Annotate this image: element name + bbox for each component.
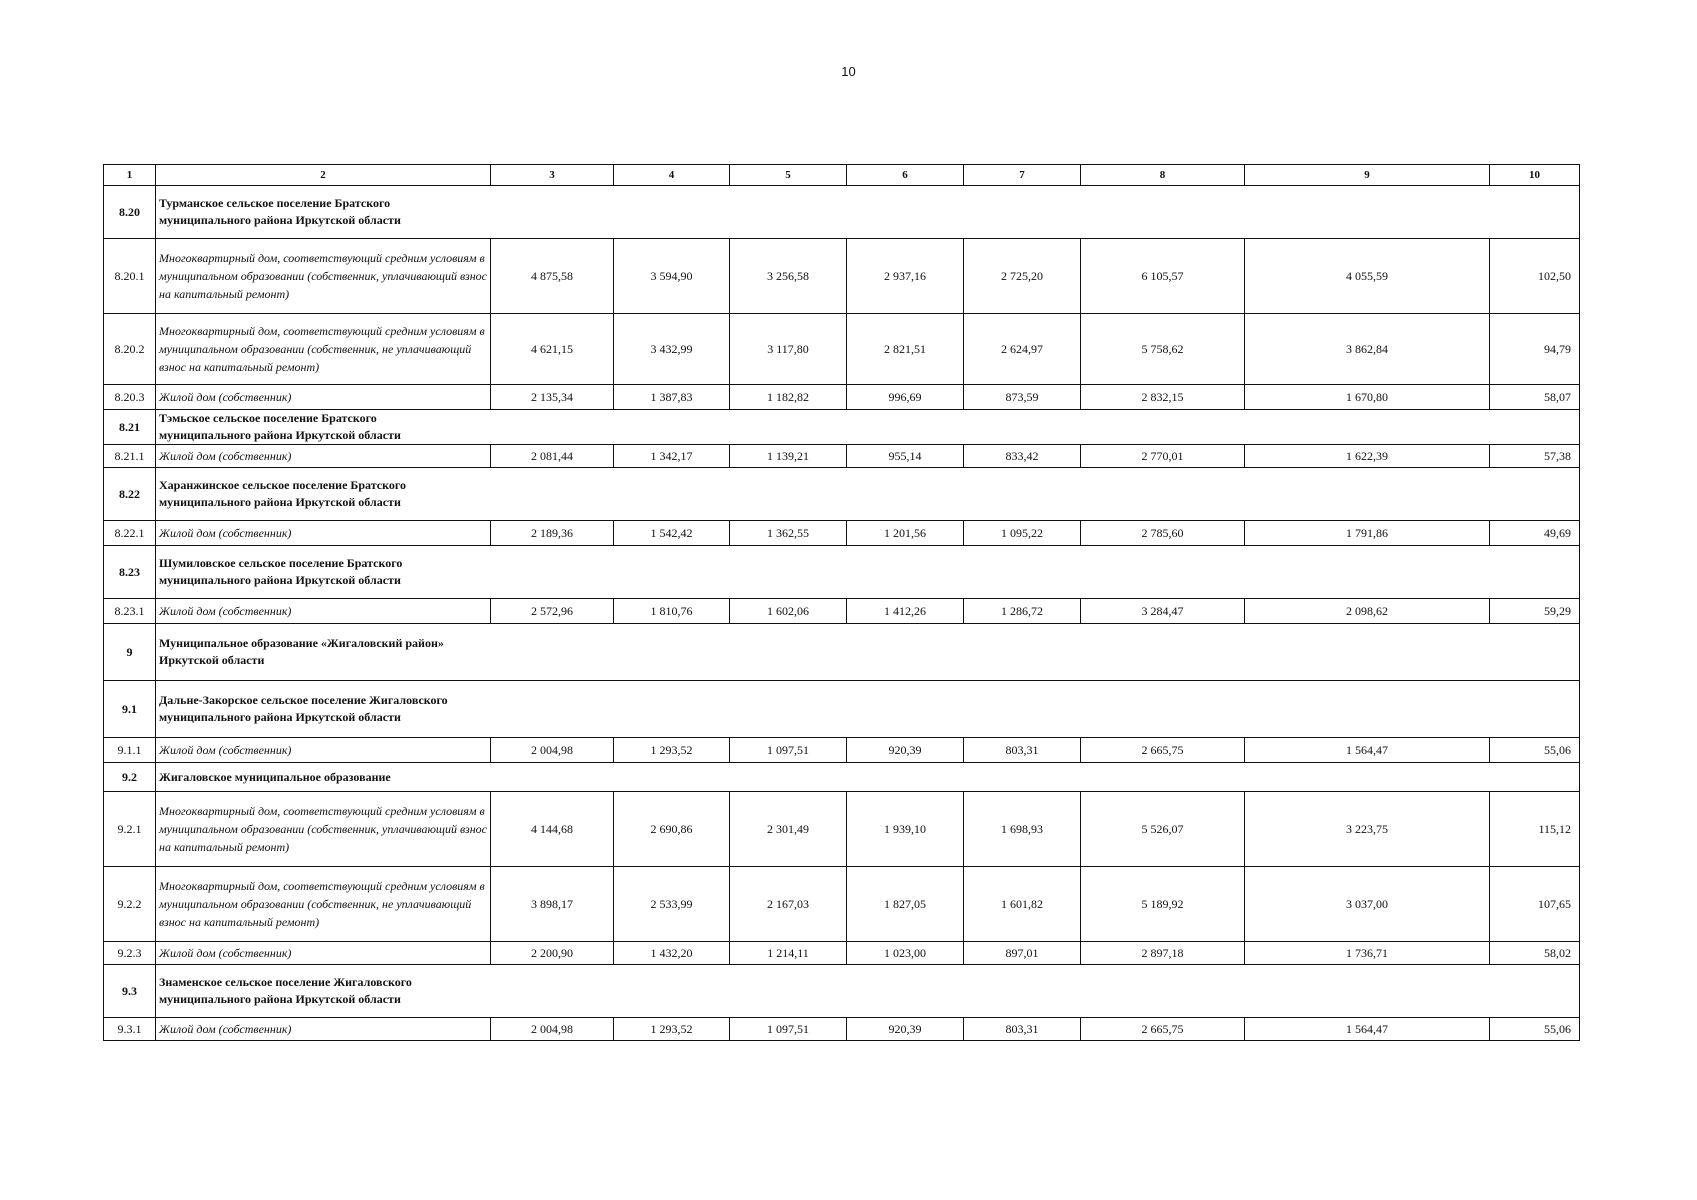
value-cell: 3 432,99 — [614, 314, 730, 385]
value-cell: 1 601,82 — [964, 867, 1081, 942]
value-cell: 1 139,21 — [730, 445, 847, 468]
group-name-text: Знаменское сельское поселение Жигаловского муниципального района Иркутской области — [159, 975, 412, 1006]
value-cell: 2 004,98 — [491, 1018, 614, 1041]
value-cell: 4 875,58 — [491, 239, 614, 314]
value-cell: 2 690,86 — [614, 792, 730, 867]
value-cell: 1 097,51 — [730, 1018, 847, 1041]
value-cell: 55,06 — [1490, 738, 1580, 763]
row-code: 8.20.1 — [104, 239, 156, 314]
value-cell: 1 201,56 — [847, 521, 964, 546]
row-code: 9.1.1 — [104, 738, 156, 763]
group-name-text: Жигаловское муниципальное образование — [159, 769, 391, 784]
group-row — [104, 624, 1580, 681]
row-description: Жилой дом (собственник) — [156, 1018, 491, 1041]
value-cell: 2 770,01 — [1081, 445, 1245, 468]
header-cell: 3 — [491, 165, 614, 186]
row-code: 8.20.2 — [104, 314, 156, 385]
value-cell: 57,38 — [1490, 445, 1580, 468]
row-code: 9.2.1 — [104, 792, 156, 867]
header-cell: 10 — [1490, 165, 1580, 186]
value-cell: 1 342,17 — [614, 445, 730, 468]
group-name — [156, 624, 1580, 681]
value-cell: 5 758,62 — [1081, 314, 1245, 385]
group-name-text: Харанжинское сельское поселение Братского муниципального района Иркутской области — [159, 478, 406, 509]
value-cell: 1 293,52 — [614, 1018, 730, 1041]
value-cell: 3 898,17 — [491, 867, 614, 942]
row-code: 8.20 — [104, 186, 156, 239]
value-cell: 4 055,59 — [1245, 239, 1490, 314]
value-cell: 2 098,62 — [1245, 599, 1490, 624]
header-cell: 7 — [964, 165, 1081, 186]
value-cell: 94,79 — [1490, 314, 1580, 385]
value-cell: 6 105,57 — [1081, 239, 1245, 314]
value-cell: 1 564,47 — [1245, 738, 1490, 763]
row-description: Жилой дом (собственник) — [156, 942, 491, 965]
group-name — [156, 681, 1580, 738]
row-description: Многоквартирный дом, соответствующий средним условиям в муниципальном образовании (собственник, уплачивающий взнос на капитальный ремонт) — [156, 239, 491, 314]
row-code: 8.23.1 — [104, 599, 156, 624]
value-cell: 1 432,20 — [614, 942, 730, 965]
value-cell: 1 542,42 — [614, 521, 730, 546]
table-row — [104, 239, 1580, 314]
group-row — [104, 468, 1580, 521]
value-cell: 3 862,84 — [1245, 314, 1490, 385]
row-description: Жилой дом (собственник) — [156, 385, 491, 410]
value-cell: 803,31 — [964, 1018, 1081, 1041]
group-name-text: Тэмьское сельское поселение Братского муниципального района Иркутской области — [159, 411, 401, 442]
header-row — [104, 165, 1580, 186]
value-cell: 920,39 — [847, 738, 964, 763]
value-cell: 3 223,75 — [1245, 792, 1490, 867]
row-code: 8.22 — [104, 468, 156, 521]
value-cell: 873,59 — [964, 385, 1081, 410]
value-cell: 55,06 — [1490, 1018, 1580, 1041]
value-cell: 996,69 — [847, 385, 964, 410]
value-cell: 2 572,96 — [491, 599, 614, 624]
value-cell: 2 725,20 — [964, 239, 1081, 314]
table-row — [104, 738, 1580, 763]
value-cell: 1 362,55 — [730, 521, 847, 546]
value-cell: 1 293,52 — [614, 738, 730, 763]
value-cell: 2 167,03 — [730, 867, 847, 942]
value-cell: 2 665,75 — [1081, 738, 1245, 763]
value-cell: 49,69 — [1490, 521, 1580, 546]
value-cell: 1 564,47 — [1245, 1018, 1490, 1041]
header-cell: 6 — [847, 165, 964, 186]
row-description: Многоквартирный дом, соответствующий средним условиям в муниципальном образовании (собственник, не уплачивающий взнос на капитальный ремонт) — [156, 314, 491, 385]
value-cell: 1 791,86 — [1245, 521, 1490, 546]
value-cell: 2 821,51 — [847, 314, 964, 385]
row-code: 8.21.1 — [104, 445, 156, 468]
row-code: 9.2.2 — [104, 867, 156, 942]
header-cell: 8 — [1081, 165, 1245, 186]
header-cell: 4 — [614, 165, 730, 186]
value-cell: 2 004,98 — [491, 738, 614, 763]
value-cell: 5 189,92 — [1081, 867, 1245, 942]
value-cell: 2 200,90 — [491, 942, 614, 965]
table-row — [104, 867, 1580, 942]
value-cell: 2 624,97 — [964, 314, 1081, 385]
value-cell: 2 301,49 — [730, 792, 847, 867]
row-code: 9.3.1 — [104, 1018, 156, 1041]
value-cell: 1 095,22 — [964, 521, 1081, 546]
value-cell: 1 097,51 — [730, 738, 847, 763]
value-cell: 2 832,15 — [1081, 385, 1245, 410]
table-row — [104, 521, 1580, 546]
value-cell: 2 897,18 — [1081, 942, 1245, 965]
row-description: Жилой дом (собственник) — [156, 445, 491, 468]
value-cell: 1 387,83 — [614, 385, 730, 410]
table-row — [104, 942, 1580, 965]
row-description: Многоквартирный дом, соответствующий средним условиям в муниципальном образовании (собственник, не уплачивающий взнос на капитальный ремонт) — [156, 867, 491, 942]
value-cell: 1 214,11 — [730, 942, 847, 965]
group-name — [156, 410, 1580, 445]
value-cell: 3 037,00 — [1245, 867, 1490, 942]
value-cell: 833,42 — [964, 445, 1081, 468]
table-row — [104, 1018, 1580, 1041]
value-cell: 2 533,99 — [614, 867, 730, 942]
group-name-text: Дальне-Закорское сельское поселение Жигаловского муниципального района Иркутской области — [159, 693, 448, 724]
value-cell: 1 182,82 — [730, 385, 847, 410]
value-cell: 1 810,76 — [614, 599, 730, 624]
value-cell: 107,65 — [1490, 867, 1580, 942]
value-cell: 3 594,90 — [614, 239, 730, 314]
value-cell: 897,01 — [964, 942, 1081, 965]
group-name-text: Турманское сельское поселение Братского муниципального района Иркутской области — [159, 196, 401, 227]
row-code: 8.20.3 — [104, 385, 156, 410]
row-code: 9.2 — [104, 763, 156, 792]
value-cell: 4 144,68 — [491, 792, 614, 867]
tariff-table — [103, 164, 1580, 1041]
value-cell: 1 827,05 — [847, 867, 964, 942]
header-cell: 2 — [156, 165, 491, 186]
table-row — [104, 314, 1580, 385]
value-cell: 58,07 — [1490, 385, 1580, 410]
value-cell: 2 081,44 — [491, 445, 614, 468]
value-cell: 1 698,93 — [964, 792, 1081, 867]
group-row — [104, 965, 1580, 1018]
group-name-text: Муниципальное образование «Жигаловский район» Иркутской области — [159, 636, 444, 667]
value-cell: 3 284,47 — [1081, 599, 1245, 624]
group-name — [156, 468, 1580, 521]
row-description: Жилой дом (собственник) — [156, 521, 491, 546]
row-code: 8.22.1 — [104, 521, 156, 546]
row-description: Жилой дом (собственник) — [156, 738, 491, 763]
value-cell: 1 602,06 — [730, 599, 847, 624]
value-cell: 58,02 — [1490, 942, 1580, 965]
table-row — [104, 792, 1580, 867]
header-cell: 5 — [730, 165, 847, 186]
value-cell: 3 117,80 — [730, 314, 847, 385]
table-row — [104, 385, 1580, 410]
group-row — [104, 546, 1580, 599]
row-description: Жилой дом (собственник) — [156, 599, 491, 624]
value-cell: 3 256,58 — [730, 239, 847, 314]
value-cell: 1 939,10 — [847, 792, 964, 867]
group-name — [156, 186, 1580, 239]
group-name — [156, 763, 1580, 792]
row-code: 9.3 — [104, 965, 156, 1018]
group-name — [156, 546, 1580, 599]
row-description: Многоквартирный дом, соответствующий средним условиям в муниципальном образовании (собственник, уплачивающий взнос на капитальный ремонт) — [156, 792, 491, 867]
value-cell: 2 665,75 — [1081, 1018, 1245, 1041]
value-cell: 2 937,16 — [847, 239, 964, 314]
value-cell: 1 286,72 — [964, 599, 1081, 624]
group-row — [104, 763, 1580, 792]
value-cell: 1 412,26 — [847, 599, 964, 624]
value-cell: 4 621,15 — [491, 314, 614, 385]
group-name-text: Шумиловское сельское поселение Братского муниципального района Иркутской области — [159, 556, 403, 587]
table-row — [104, 445, 1580, 468]
row-code: 9 — [104, 624, 156, 681]
value-cell: 2 135,34 — [491, 385, 614, 410]
value-cell: 115,12 — [1490, 792, 1580, 867]
value-cell: 1 736,71 — [1245, 942, 1490, 965]
value-cell: 2 785,60 — [1081, 521, 1245, 546]
value-cell: 1 622,39 — [1245, 445, 1490, 468]
header-cell: 1 — [104, 165, 156, 186]
value-cell: 1 670,80 — [1245, 385, 1490, 410]
table-body — [104, 186, 1580, 1041]
group-row — [104, 410, 1580, 445]
group-name — [156, 965, 1580, 1018]
value-cell: 2 189,36 — [491, 521, 614, 546]
row-code: 9.1 — [104, 681, 156, 738]
value-cell: 955,14 — [847, 445, 964, 468]
group-row — [104, 681, 1580, 738]
value-cell: 920,39 — [847, 1018, 964, 1041]
header-cell: 9 — [1245, 165, 1490, 186]
value-cell: 1 023,00 — [847, 942, 964, 965]
group-row — [104, 186, 1580, 239]
table-row — [104, 599, 1580, 624]
value-cell: 803,31 — [964, 738, 1081, 763]
row-code: 8.21 — [104, 410, 156, 445]
value-cell: 59,29 — [1490, 599, 1580, 624]
row-code: 9.2.3 — [104, 942, 156, 965]
page-number: 10 — [841, 64, 856, 79]
value-cell: 5 526,07 — [1081, 792, 1245, 867]
value-cell: 102,50 — [1490, 239, 1580, 314]
row-code: 8.23 — [104, 546, 156, 599]
